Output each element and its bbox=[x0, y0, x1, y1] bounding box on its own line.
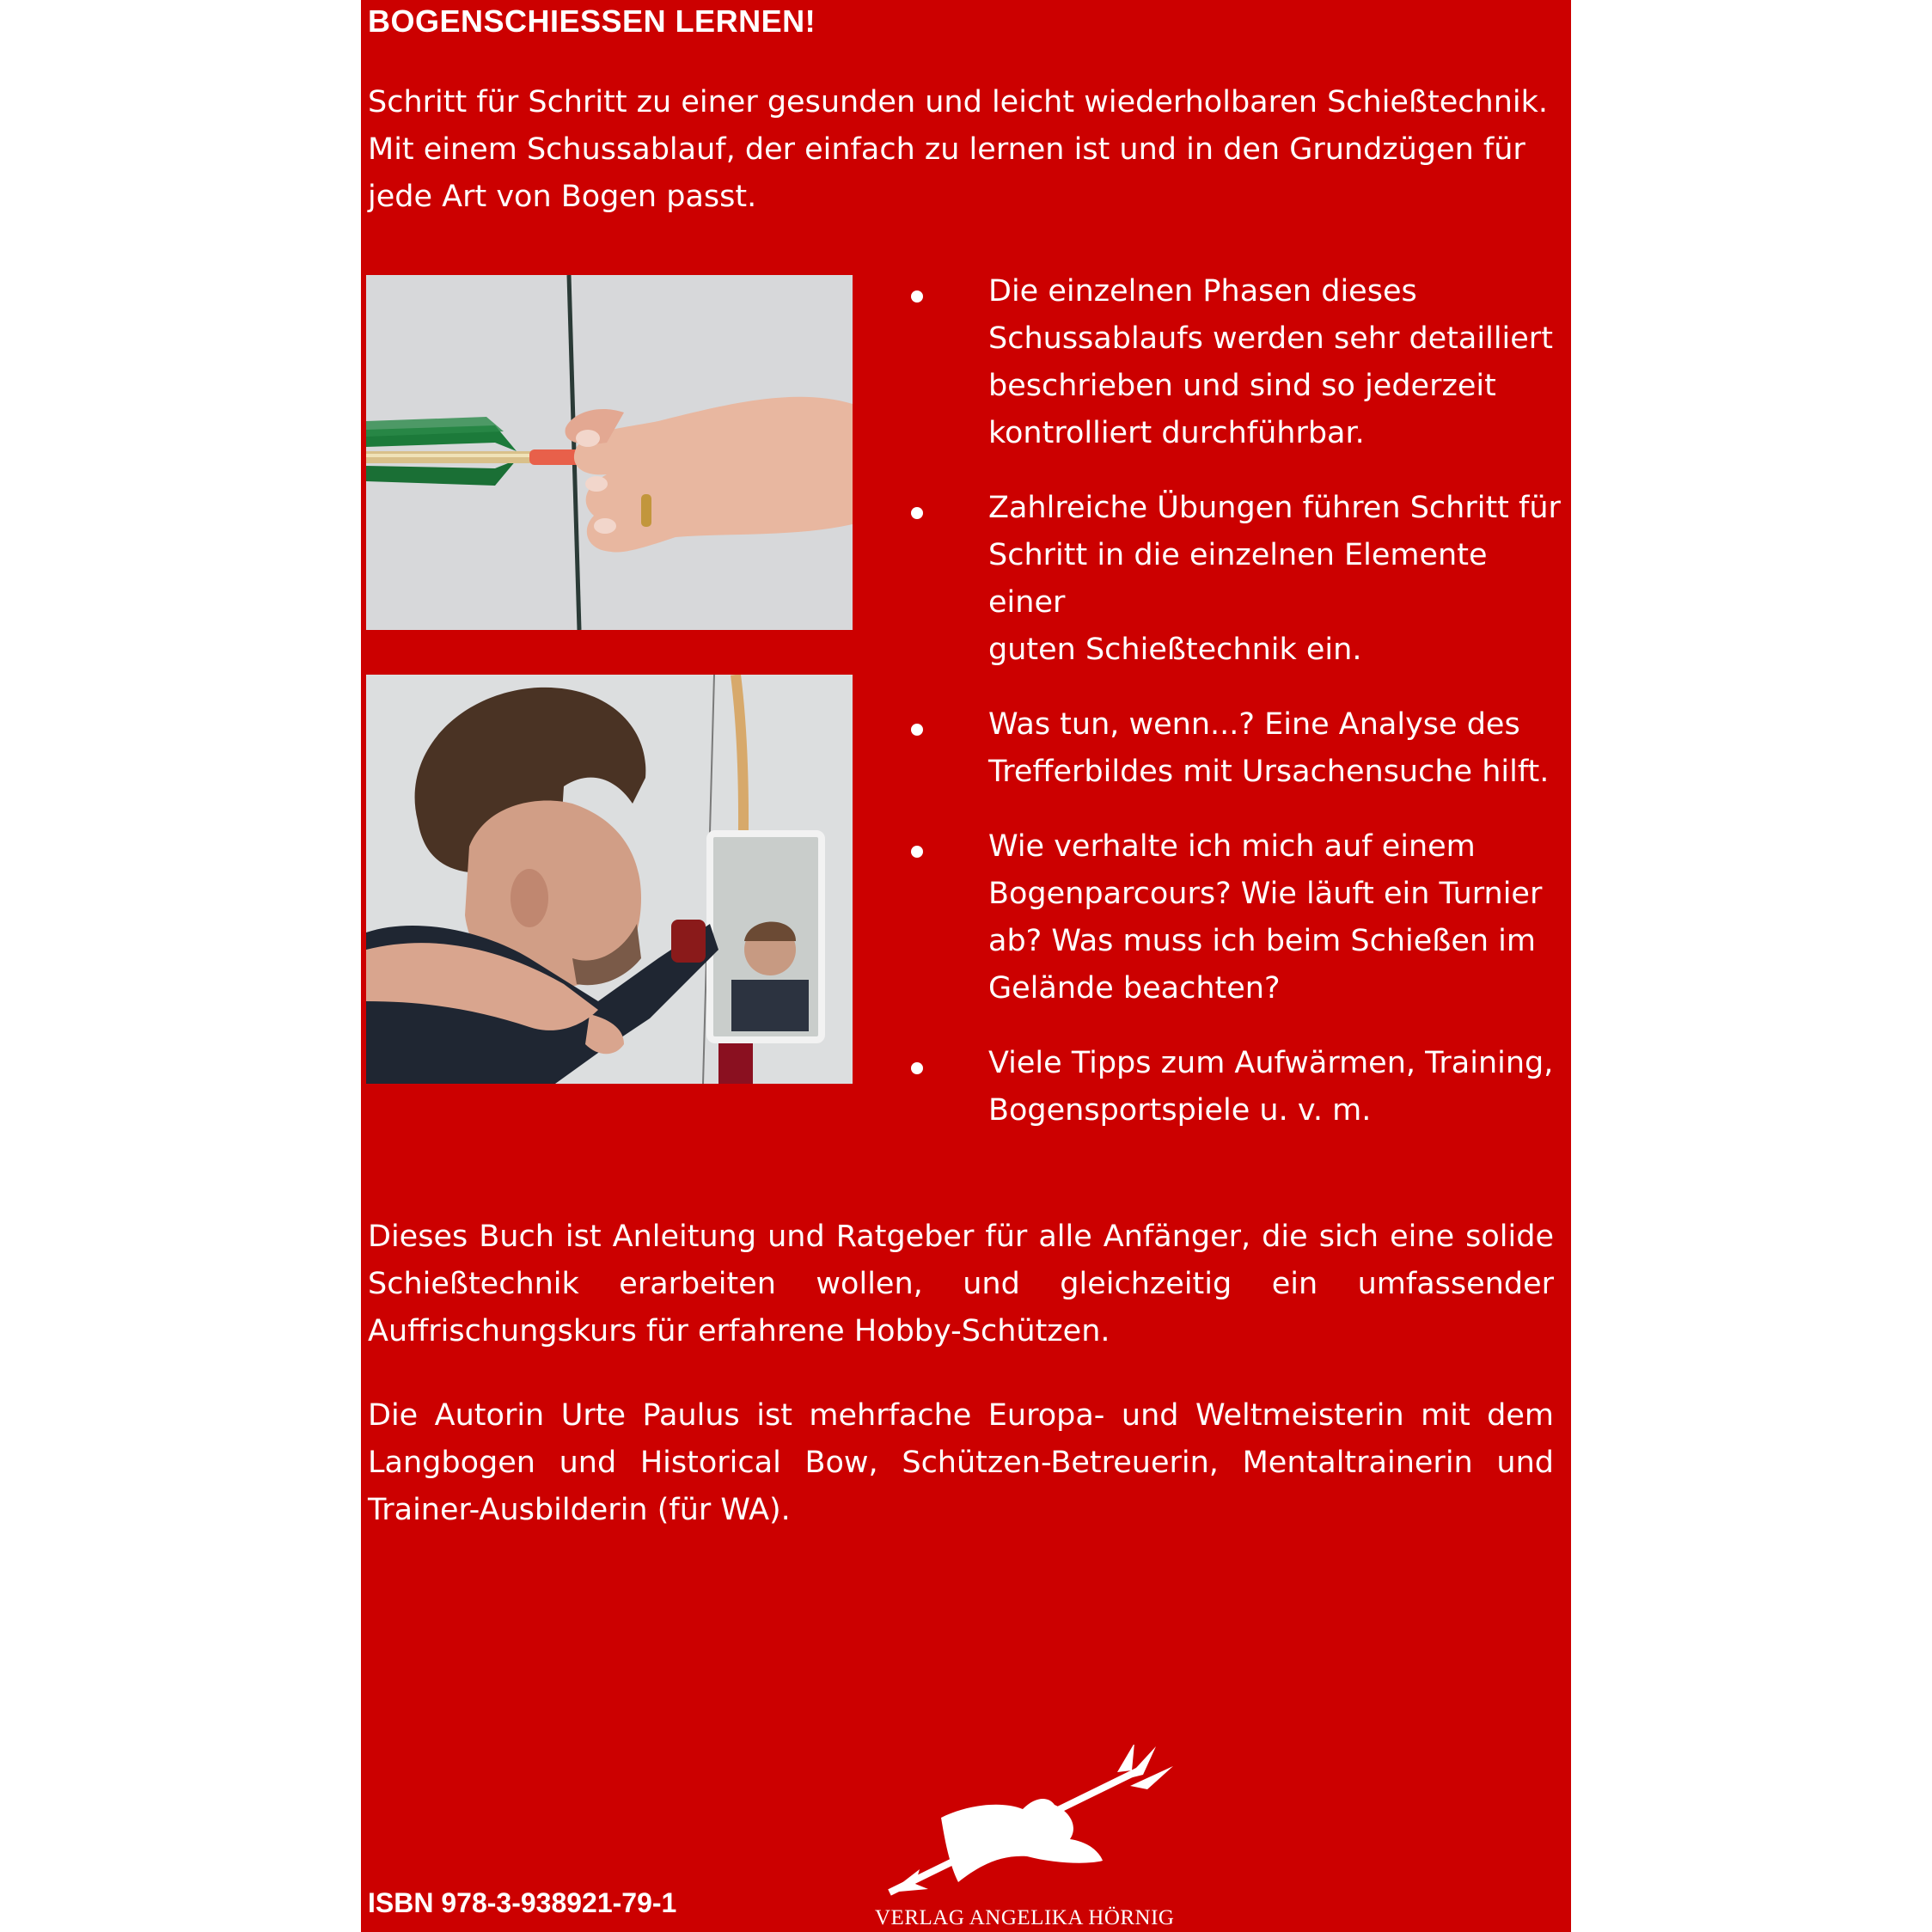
bullet-icon bbox=[911, 1062, 923, 1074]
publisher-logo-icon bbox=[872, 1745, 1199, 1899]
bullet-icon bbox=[911, 724, 923, 736]
feature-list-item bbox=[894, 701, 1564, 796]
intro-text: Schritt für Schritt zu einer gesunden und leicht wiederholbaren Schießtechnik. Mit einem Schussablauf, der einfach zu lernen ist und in den Grundzügen für jede Art von Bogen passt. bbox=[368, 85, 1548, 214]
bullet-icon bbox=[911, 290, 923, 303]
publisher-name: VERLAG ANGELIKA HÖRNIG bbox=[875, 1906, 1175, 1929]
feature-list-item bbox=[894, 485, 1564, 674]
author-paragraph: Die Autorin Urte Paulus ist mehrfache Europa- und Weltmeisterin mit dem Langbogen und Historical Bow, Schützen-Betreuerin, Mentaltrainerin und Trainer-Ausbilderin (für WA). bbox=[368, 1398, 1554, 1527]
feature-list-item bbox=[894, 1040, 1564, 1134]
description-paragraph: Dieses Buch ist Anleitung und Ratgeber für alle Anfänger, die sich eine solide Schießtechnik erarbeiten wollen, und gleichzeitig ein umfassender Auffrischungskurs für erfahrene Hobby-Schützen. bbox=[368, 1220, 1554, 1348]
feature-text: Die einzelnen Phasen dieses Schussablaufs werden sehr detailliert beschrieben und sind so jederzeit kontrolliert durchführbar. bbox=[988, 274, 1553, 450]
bullet-icon bbox=[911, 846, 923, 858]
feature-text: Zahlreiche Übungen führen Schritt für Schritt in die einzelnen Elemente einer guten Schießtechnik ein. bbox=[988, 491, 1561, 667]
hand-arrow-photo bbox=[366, 275, 853, 630]
feature-text: Was tun, wenn...? Eine Analyse des Trefferbildes mit Ursachensuche hilft. bbox=[988, 707, 1550, 789]
bullet-icon bbox=[911, 507, 923, 519]
cover-heading: BOGENSCHIESSEN LERNEN! bbox=[368, 3, 816, 39]
feature-list bbox=[894, 268, 1564, 1162]
feature-list-item bbox=[894, 823, 1564, 1012]
feature-text: Wie verhalte ich mich auf einem Bogenparcours? Wie läuft ein Turnier ab? Was muss ich beim Schießen im Gelände beachten? bbox=[988, 829, 1543, 1006]
feature-list-item bbox=[894, 268, 1564, 457]
archer-mirror-photo bbox=[366, 675, 853, 1084]
feature-text: Viele Tipps zum Aufwärmen, Training, Bogensportspiele u. v. m. bbox=[988, 1046, 1554, 1128]
isbn-text: ISBN 978-3-938921-79-1 bbox=[368, 1887, 677, 1918]
book-back-cover bbox=[361, 0, 1571, 1932]
